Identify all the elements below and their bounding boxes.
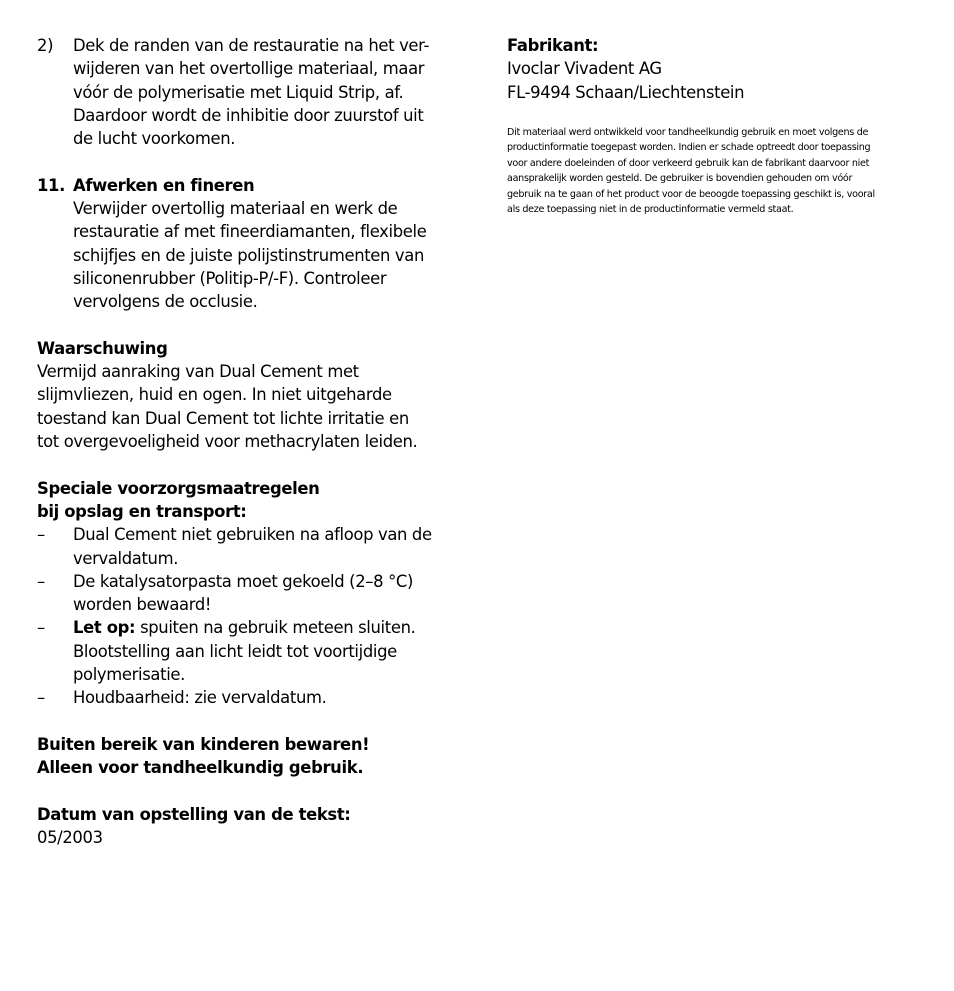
notice-section xyxy=(37,733,437,780)
text-line: tot overgevoeligheid voor methacrylaten leiden. xyxy=(37,432,418,452)
list-item xyxy=(37,523,437,570)
text-line: wijderen van het overtollige materiaal, maar xyxy=(73,59,425,79)
text-line: Verwijder overtollig materiaal en werk de xyxy=(73,199,398,219)
manufacturer-title: Fabrikant: xyxy=(507,36,599,55)
warning-section xyxy=(37,337,437,453)
list-item xyxy=(37,570,437,617)
warning-title: Waarschuwing xyxy=(37,338,168,358)
dash-marker: – xyxy=(37,618,45,638)
text-line: Blootstelling aan licht leidt tot voortijdige xyxy=(73,641,397,661)
text-line: worden bewaard! xyxy=(73,595,212,615)
step-2-marker: 2) xyxy=(37,36,54,55)
disclaimer-line: productinformatie toegepast worden. Indien er schade optreedt door toepassing xyxy=(507,142,871,154)
section-11-body xyxy=(73,174,437,314)
text-line: toestand kan Dual Cement tot lichte irritatie en xyxy=(37,408,409,428)
text-line: de lucht voorkomen. xyxy=(73,129,236,149)
dash-marker: – xyxy=(37,571,45,591)
dash-marker: – xyxy=(37,688,45,708)
text-line: Dual Cement niet gebruiken na afloop van de xyxy=(73,525,432,545)
right-column xyxy=(507,34,917,218)
step-2 xyxy=(37,34,437,150)
disclaimer-line: gebruik na te gaan of het product voor de beoogde toepassing geschikt is, vooral xyxy=(507,188,875,200)
step-2-text xyxy=(73,34,437,150)
section-11-marker: 11. xyxy=(37,175,65,195)
precautions-title: Speciale voorzorgsmaatregelen xyxy=(37,478,320,498)
precautions-title: bij opslag en transport: xyxy=(37,501,247,521)
text-line: De katalysatorpasta moet gekoeld (2–8 °C) xyxy=(73,571,414,591)
text-line: vervolgens de occlusie. xyxy=(73,292,258,312)
left-column xyxy=(37,34,437,849)
disclaimer-line: Dit materiaal werd ontwikkeld voor tandheelkundig gebruik en moet volgens de xyxy=(507,126,869,138)
text-line: polymerisatie. xyxy=(73,665,185,685)
disclaimer xyxy=(507,125,917,218)
text-fragment: spuiten na gebruik meteen sluiten. xyxy=(135,618,416,638)
notice-line: Alleen voor tandheelkundig gebruik. xyxy=(37,758,364,778)
date-section xyxy=(37,803,437,850)
manufacturer-name: Ivoclar Vivadent AG xyxy=(507,59,662,79)
section-11-title: Afwerken en fineren xyxy=(73,175,255,195)
text-line xyxy=(73,616,437,639)
disclaimer-line: voor andere doeleinden of door verkeerd gebruik kan de fabrikant daarvoor niet xyxy=(507,157,870,169)
disclaimer-line: aansprakelijk worden gesteld. De gebruiker is bovendien gehouden om vóór xyxy=(507,173,853,185)
text-line: schijfjes en de juiste polijstinstrumenten van xyxy=(73,245,425,265)
date-title: Datum van opstelling van de tekst: xyxy=(37,804,351,824)
date-value: 05/2003 xyxy=(37,828,103,848)
text-line: Dek de randen van de restauratie na het ver- xyxy=(73,36,430,55)
manufacturer-section xyxy=(507,34,917,104)
notice-line: Buiten bereik van kinderen bewaren! xyxy=(37,734,370,754)
section-11 xyxy=(37,174,437,314)
text-line: vervaldatum. xyxy=(73,548,179,568)
manufacturer-address: FL-9494 Schaan/Liechtenstein xyxy=(507,82,745,102)
text-line: Houdbaarheid: zie vervaldatum. xyxy=(73,688,327,708)
text-line: siliconenrubber (Politip-P/-F). Controleer xyxy=(73,268,387,288)
list-item xyxy=(37,616,437,686)
text-line: Vermijd aanraking van Dual Cement met xyxy=(37,362,359,382)
dash-marker: – xyxy=(37,525,45,545)
text-line: vóór de polymerisatie met Liquid Strip, af. xyxy=(73,82,404,102)
precautions-section xyxy=(37,477,437,710)
text-line: restauratie af met fineerdiamanten, flexibele xyxy=(73,222,427,242)
disclaimer-line: als deze toepassing niet in de productinformatie vermeld staat. xyxy=(507,204,794,216)
list-item xyxy=(37,686,437,709)
text-line: slijmvliezen, huid en ogen. In niet uitgeharde xyxy=(37,385,392,405)
text-line: Daardoor wordt de inhibitie door zuurstof uit xyxy=(73,105,424,125)
let-op-label: Let op: xyxy=(73,618,136,638)
